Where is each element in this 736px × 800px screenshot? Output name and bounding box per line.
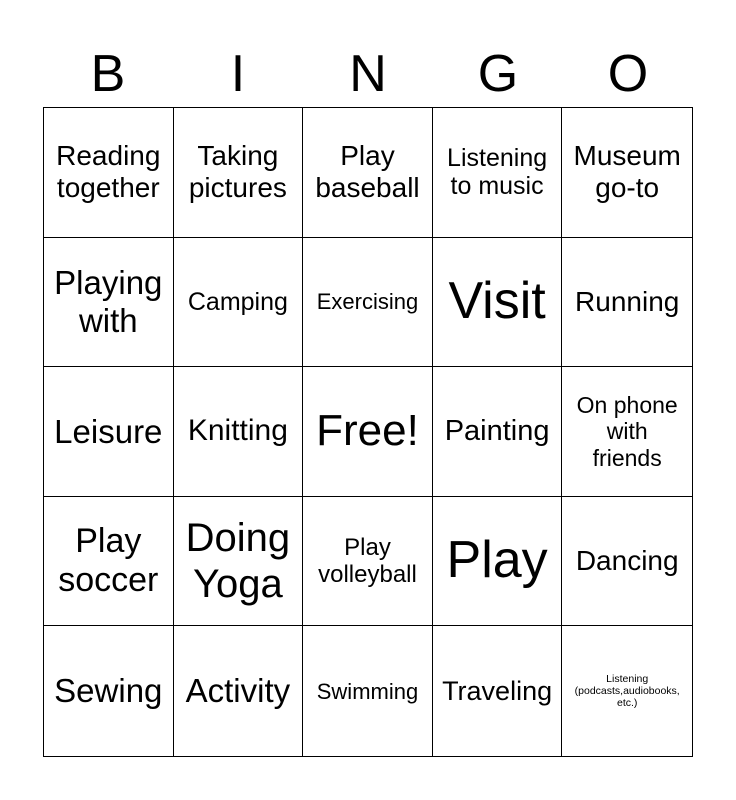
bingo-cell[interactable]: Reading together	[44, 108, 174, 238]
bingo-cell[interactable]: Knitting	[174, 367, 304, 497]
bingo-cell[interactable]: Play soccer	[44, 497, 174, 627]
header-letter-i: I	[230, 45, 246, 103]
bingo-cell[interactable]: Play baseball	[303, 108, 433, 238]
bingo-cell[interactable]: Doing Yoga	[174, 497, 304, 627]
bingo-cell[interactable]: Visit	[433, 238, 563, 368]
bingo-cell[interactable]: Camping	[174, 238, 304, 368]
bingo-cell[interactable]: Taking pictures	[174, 108, 304, 238]
bingo-cell[interactable]: Exercising	[303, 238, 433, 368]
bingo-header	[43, 40, 693, 108]
bingo-cell[interactable]: Swimming	[303, 626, 433, 756]
bingo-cell[interactable]: Leisure	[44, 367, 174, 497]
bingo-cell[interactable]: Play volleyball	[303, 497, 433, 627]
bingo-cell[interactable]: Museum go-to	[562, 108, 692, 238]
bingo-cell[interactable]: Listening (podcasts,audiobooks, etc.)	[574, 673, 680, 710]
bingo-cell[interactable]: Painting	[433, 367, 563, 497]
bingo-cell[interactable]: Activity	[174, 626, 304, 756]
bingo-cell[interactable]: Listening to music	[433, 108, 563, 238]
bingo-cell[interactable]: Traveling	[433, 626, 563, 756]
bingo-board	[43, 107, 693, 757]
header-letter-n: N	[349, 45, 387, 103]
header-letter-b: B	[90, 45, 126, 103]
header-letter-g: G	[477, 45, 519, 103]
bingo-cell[interactable]: On phone with friends	[562, 367, 692, 497]
free-space-cell[interactable]: Free!	[303, 367, 433, 497]
bingo-cell[interactable]: Play	[433, 497, 563, 627]
bingo-cell[interactable]: Playing with	[44, 238, 174, 368]
bingo-cell[interactable]: Dancing	[562, 497, 692, 627]
bingo-cell[interactable]: Sewing	[44, 626, 174, 756]
bingo-cell[interactable]: Running	[562, 238, 692, 368]
header-letter-o: O	[607, 45, 649, 103]
